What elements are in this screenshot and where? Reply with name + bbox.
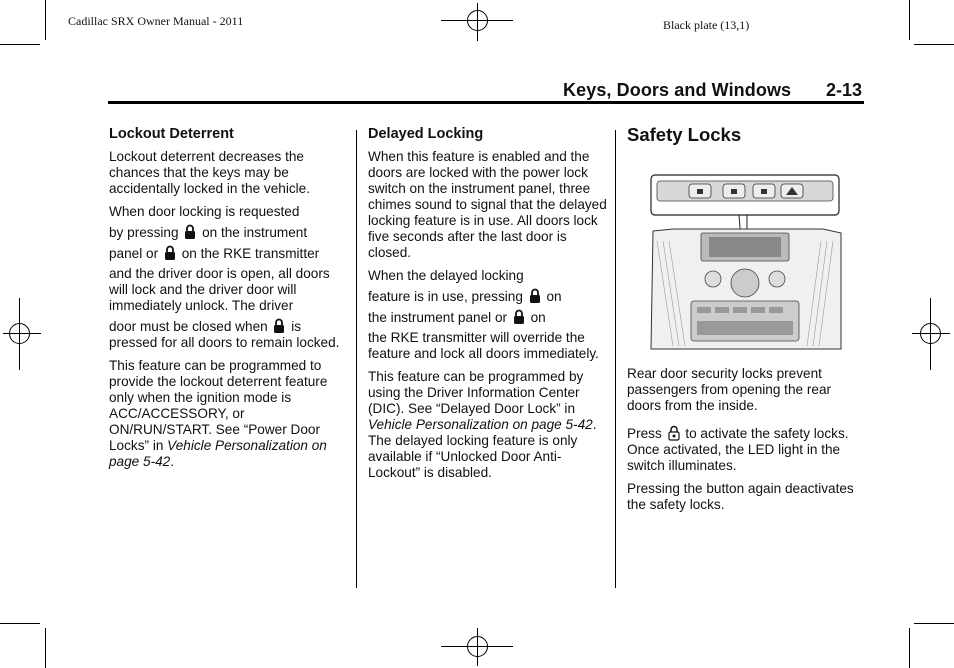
text: panel or [109, 246, 159, 261]
crop-mark [0, 623, 40, 624]
crop-mark [914, 44, 954, 45]
crop-mark [45, 628, 46, 668]
text: This feature can be programmed to provide the lockout deterrent feature only when the ignition mode is ACC/ACCESSORY, or ON/RUN/START. See “Power Door Locks” in [109, 358, 328, 453]
delayed-paragraph-2 [368, 268, 608, 362]
child-lock-icon [668, 425, 680, 441]
section-title: Keys, Doors and Windows [563, 80, 792, 100]
text: the RKE transmitter will override the feature and lock all doors immediately. [368, 330, 599, 361]
lockout-paragraph-2 [109, 204, 349, 351]
crop-mark [0, 44, 40, 45]
crop-mark [909, 628, 910, 668]
lock-icon [513, 309, 525, 325]
text: on the instrument [202, 225, 308, 240]
column-divider [356, 130, 357, 588]
text: and the driver door is open, all doors will lock and the driver door will immediately unlock. The driver [109, 266, 330, 313]
lock-icon [184, 224, 196, 240]
text: on [530, 310, 546, 325]
safety-paragraph-2 [627, 425, 867, 474]
column-divider [615, 130, 616, 588]
safety-heading: Safety Locks [627, 124, 742, 145]
crop-mark [914, 623, 954, 624]
lockout-deterrent-column [109, 126, 349, 477]
text: door must be closed when [109, 319, 268, 334]
text: Press [627, 426, 662, 441]
delayed-locking-column [368, 126, 608, 488]
delayed-paragraph-1: When this feature is enabled and the doors are locked with the power lock switch on the instrument panel, three chimes sound to signal that the delayed locking feature is in use. All doors lock five seconds after the last door is closed. [368, 149, 607, 260]
text: is [291, 319, 302, 334]
delayed-paragraph-3 [368, 369, 608, 481]
header-rule [108, 101, 864, 104]
text: This feature can be programmed by using the Driver Information Center (DIC). See “Delayed Door Lock” in [368, 369, 584, 416]
lock-icon [273, 318, 285, 334]
text: When the delayed locking [368, 268, 524, 283]
crop-mark [909, 0, 910, 40]
text: the instrument panel or [368, 310, 508, 325]
plate-info: Black plate (13,1) [663, 18, 750, 32]
manual-title: Cadillac SRX Owner Manual - 2011 [68, 14, 244, 28]
text: . [170, 454, 175, 469]
text: by pressing [109, 225, 179, 240]
lockout-heading: Lockout Deterrent [109, 126, 234, 142]
safety-text [627, 366, 867, 520]
text: on the RKE transmitter [181, 246, 320, 261]
cross-reference: Vehicle Personalization on page 5-42 [109, 438, 327, 469]
lock-icon [164, 245, 176, 261]
page-number: 2-13 [826, 80, 863, 100]
text: When door locking is requested [109, 204, 300, 219]
lockout-paragraph-1: Lockout deterrent decreases the chances that the keys may be accidentally locked in the vehicle. [109, 149, 310, 196]
lock-icon [529, 288, 541, 304]
text: to activate the safety locks. Once activated, the LED light in the switch illuminates. [627, 426, 849, 473]
lockout-paragraph-3 [109, 358, 349, 470]
text: . The delayed locking feature is only available if “Unlocked Door Anti-Lockout” is disabled. [368, 417, 597, 480]
crop-mark [45, 0, 46, 40]
text: pressed for all doors to remain locked. [109, 335, 340, 350]
safety-paragraph-1: Rear door security locks prevent passengers from opening the rear doors from the inside. [627, 366, 832, 413]
text: feature is in use, pressing [368, 289, 523, 304]
cross-reference: Vehicle Personalization on page 5-42 [368, 417, 593, 432]
safety-paragraph-3: Pressing the button again deactivates the safety locks. [627, 481, 854, 512]
text: on [546, 289, 562, 304]
center-stack-illustration [643, 171, 843, 351]
safety-locks-column [627, 124, 867, 157]
delayed-heading: Delayed Locking [368, 126, 484, 142]
